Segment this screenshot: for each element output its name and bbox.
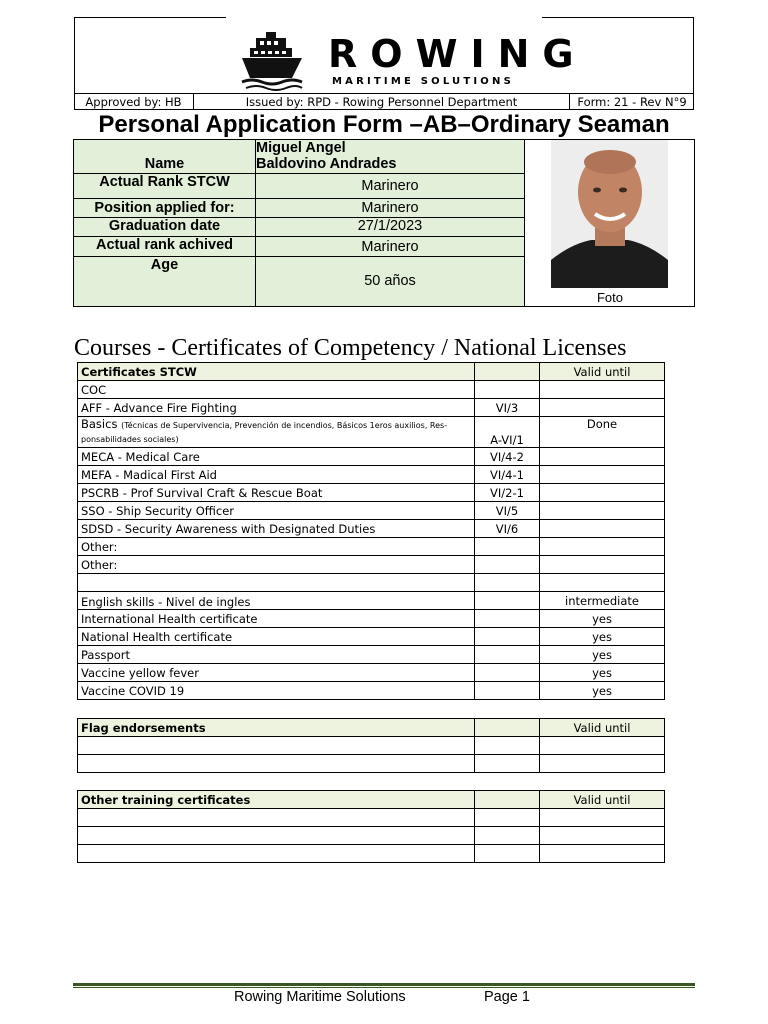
table-row (78, 827, 665, 845)
cert-valid (540, 448, 665, 466)
cert-code (475, 574, 540, 592)
name-value (256, 140, 524, 173)
table-row (78, 682, 665, 700)
cert-valid: yes (540, 682, 665, 700)
cert-valid: yes (540, 610, 665, 628)
basics-note-2: ponsabilidades sociales) (81, 435, 179, 444)
logo-subtitle: MARITIME SOLUTIONS (332, 76, 514, 87)
cert-valid: intermediate (540, 592, 665, 610)
table-row (78, 646, 665, 664)
cell (78, 809, 475, 827)
cert-code: VI/4-1 (475, 466, 540, 484)
other-training-table (77, 790, 665, 863)
table-row (78, 502, 665, 520)
cell (540, 827, 665, 845)
table-row (78, 417, 665, 448)
table-row (78, 628, 665, 646)
cell (540, 809, 665, 827)
cert-name: Other: (78, 556, 475, 574)
achieved-label: Actual rank achived (74, 237, 256, 256)
age-value: 50 años (256, 257, 524, 306)
table-row (78, 466, 665, 484)
ship-icon (240, 30, 304, 92)
graduation-label: Graduation date (74, 218, 256, 236)
table-row (78, 484, 665, 502)
cert-code (475, 646, 540, 664)
table-header-row (78, 791, 665, 809)
table-row (78, 538, 665, 556)
cert-code (475, 628, 540, 646)
cell (475, 827, 540, 845)
cell (475, 755, 540, 773)
cell (540, 755, 665, 773)
position-row (74, 199, 524, 218)
header-certificates: Certificates STCW (78, 363, 475, 381)
achieved-row (74, 237, 524, 257)
basics-note: (Técnicas de Supervivencia, Prevención de incendios, Básicos 1eros auxilios, Res- (121, 421, 448, 430)
table-row (78, 845, 665, 863)
personal-info-table (73, 139, 695, 307)
name-row (74, 140, 524, 174)
issued-by: Issued by: RPD - Rowing Personnel Department (194, 94, 570, 110)
cert-name: MEFA - Madical First Aid (78, 466, 475, 484)
cert-code: VI/6 (475, 520, 540, 538)
table-header-row (78, 363, 665, 381)
footer-divider (73, 983, 695, 988)
certificates-table (77, 362, 665, 700)
position-value: Marinero (256, 199, 524, 217)
header-valid-until: Valid until (540, 719, 665, 737)
table-row (78, 610, 665, 628)
cert-code (475, 381, 540, 399)
footer-page-number: Page 1 (484, 989, 530, 1005)
rank-value: Marinero (256, 174, 524, 198)
basics-name: Basics (81, 417, 118, 431)
company-logo (240, 30, 587, 92)
cert-name: English skills - Nivel de ingles (78, 592, 475, 610)
cert-valid (540, 381, 665, 399)
cert-name: Vaccine yellow fever (78, 664, 475, 682)
cert-valid (540, 574, 665, 592)
age-row (74, 257, 524, 306)
header-code (475, 363, 540, 381)
cert-code: VI/4-2 (475, 448, 540, 466)
header-code (475, 719, 540, 737)
applicant-photo (551, 140, 668, 288)
cert-name: Vaccine COVID 19 (78, 682, 475, 700)
cert-name (78, 417, 475, 448)
cert-valid: yes (540, 646, 665, 664)
cert-name: MECA - Medical Care (78, 448, 475, 466)
person-portrait-icon (551, 140, 668, 288)
cert-code: VI/2-1 (475, 484, 540, 502)
cert-valid (540, 484, 665, 502)
cert-name: SDSD - Security Awareness with Designated Duties (78, 520, 475, 538)
cert-name: Passport (78, 646, 475, 664)
cert-code (475, 682, 540, 700)
rank-row (74, 174, 524, 199)
cert-name: Other: (78, 538, 475, 556)
cell (475, 737, 540, 755)
cert-valid (540, 466, 665, 484)
table-row (78, 520, 665, 538)
cert-code (475, 664, 540, 682)
cert-code (475, 592, 540, 610)
courses-title: Courses - Certificates of Competency / National Licenses (74, 335, 627, 361)
age-label: Age (74, 257, 256, 306)
logo-title: ROWING (328, 32, 587, 76)
table-row (78, 574, 665, 592)
table-row (78, 381, 665, 399)
cert-code (475, 610, 540, 628)
cert-name: SSO - Ship Security Officer (78, 502, 475, 520)
name-label: Name (74, 140, 256, 173)
cell (540, 737, 665, 755)
rank-label: Actual Rank STCW (74, 174, 256, 198)
header-flag-endorsements: Flag endorsements (78, 719, 475, 737)
cert-code (475, 556, 540, 574)
photo-caption: Foto (596, 290, 623, 305)
header-valid-until: Valid until (540, 791, 665, 809)
cert-valid (540, 556, 665, 574)
cert-code: VI/3 (475, 399, 540, 417)
table-row (78, 556, 665, 574)
header-valid-until: Valid until (540, 363, 665, 381)
approved-by: Approved by: HB (74, 94, 194, 110)
cell (475, 809, 540, 827)
cert-name: PSCRB - Prof Survival Craft & Rescue Boat (78, 484, 475, 502)
table-row (78, 809, 665, 827)
last-name: Baldovino Andrades (256, 156, 397, 172)
table-row (78, 664, 665, 682)
footer-company: Rowing Maritime Solutions (234, 989, 406, 1005)
cert-name: National Health certificate (78, 628, 475, 646)
cert-valid: Done (540, 417, 665, 448)
cell (78, 755, 475, 773)
table-row (78, 755, 665, 773)
cert-valid: yes (540, 664, 665, 682)
cert-valid (540, 399, 665, 417)
cert-valid (540, 502, 665, 520)
position-label: Position applied for: (74, 199, 256, 217)
table-row (78, 448, 665, 466)
cert-code: VI/5 (475, 502, 540, 520)
cert-valid (540, 538, 665, 556)
cell (78, 827, 475, 845)
cell (540, 845, 665, 863)
table-row (78, 399, 665, 417)
cell (78, 845, 475, 863)
cert-valid (540, 520, 665, 538)
first-name: Miguel Angel (256, 140, 346, 156)
table-row (78, 592, 665, 610)
cert-code (475, 538, 540, 556)
logo-gap (226, 15, 542, 19)
graduation-row (74, 218, 524, 237)
header-other-training: Other training certificates (78, 791, 475, 809)
flag-endorsements-table (77, 718, 665, 773)
cert-name: AFF - Advance Fire Fighting (78, 399, 475, 417)
graduation-value: 27/1/2023 (256, 218, 524, 236)
cert-name: International Health certificate (78, 610, 475, 628)
table-row (78, 737, 665, 755)
cert-valid: yes (540, 628, 665, 646)
header-code (475, 791, 540, 809)
cert-name (78, 574, 475, 592)
form-reference: Form: 21 - Rev N°9 (577, 95, 687, 109)
cert-code: A-VI/1 (475, 417, 540, 448)
table-header-row (78, 719, 665, 737)
header-meta-row (74, 93, 694, 110)
achieved-value: Marinero (256, 237, 524, 256)
photo-cell (524, 140, 695, 306)
cell (78, 737, 475, 755)
cert-name: COC (78, 381, 475, 399)
form-title: Personal Application Form –AB–Ordinary Seaman (98, 111, 670, 138)
cell (475, 845, 540, 863)
